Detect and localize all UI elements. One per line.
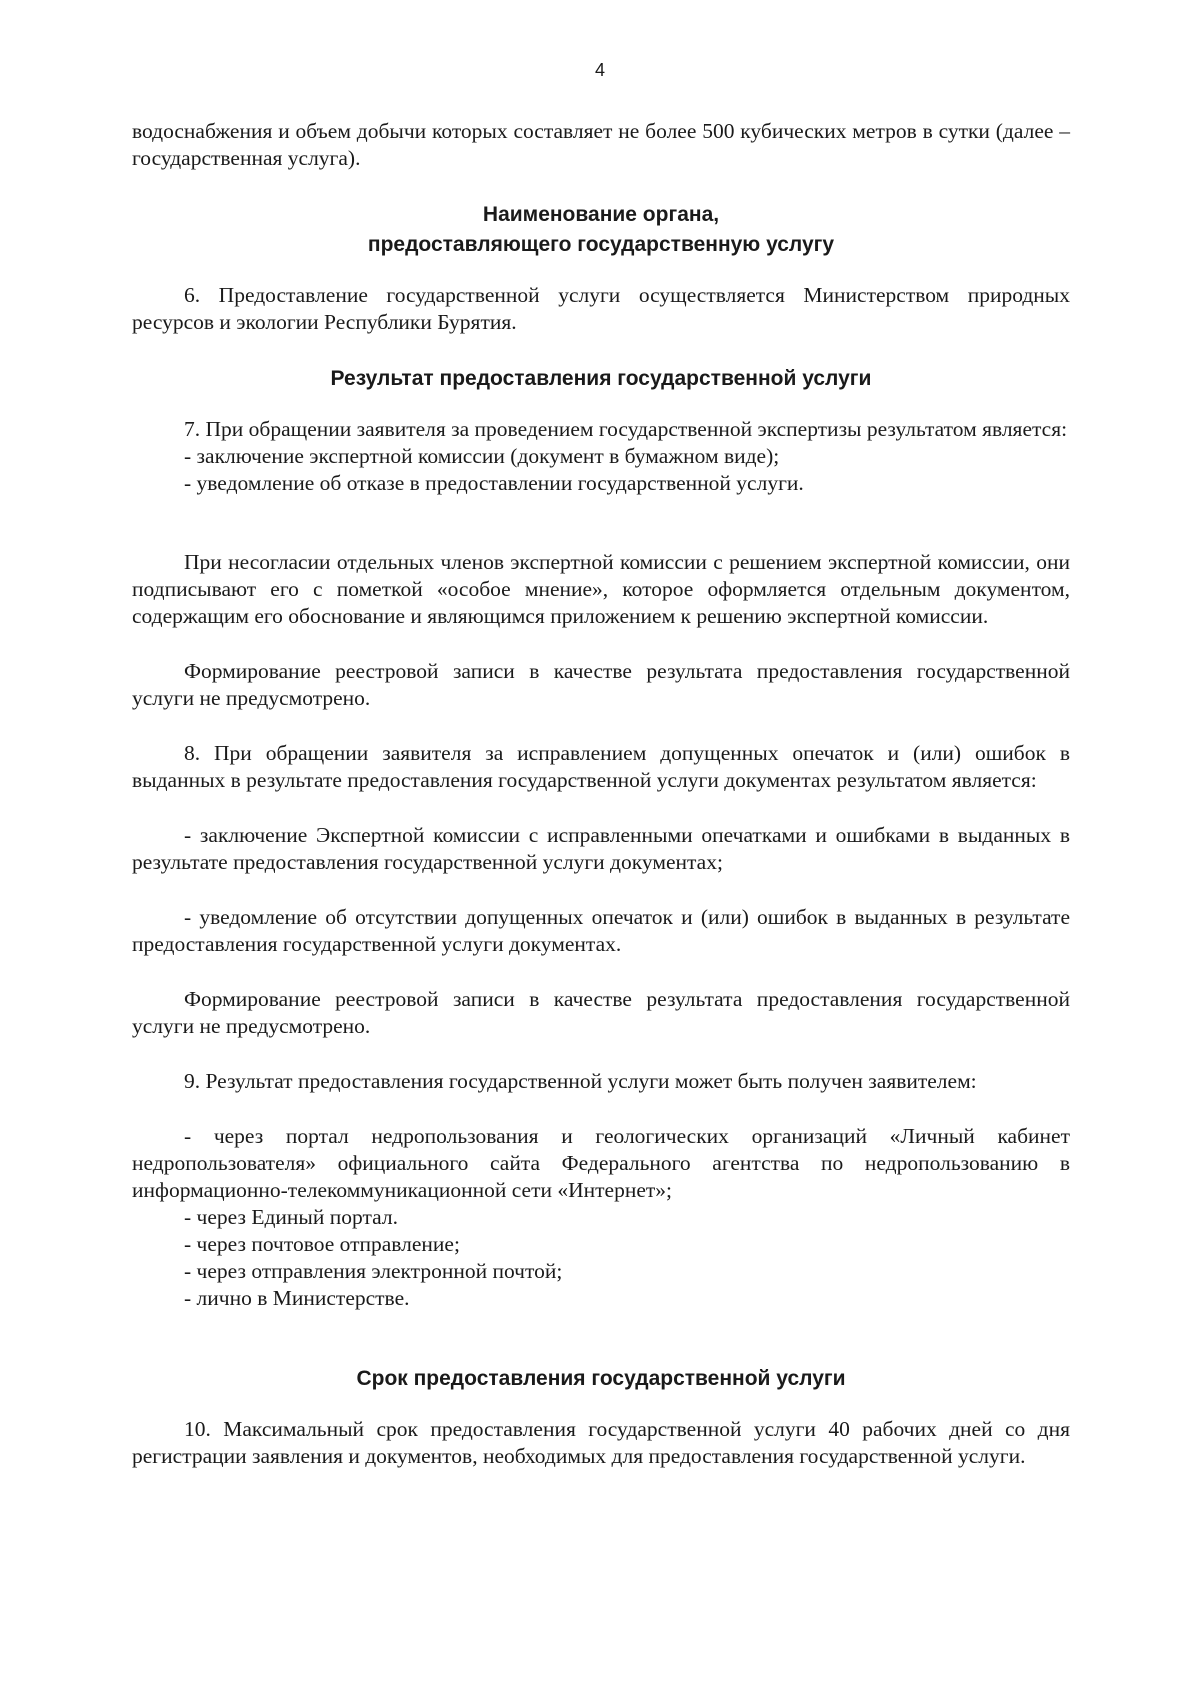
paragraph-7-item: - заключение экспертной комиссии (документ в бумажном виде); bbox=[184, 444, 780, 468]
page-content bbox=[132, 118, 1070, 1470]
paragraph-dissent: При несогласии отдельных членов экспертной комиссии с решением экспертной комиссии, они подписывают его с пометкой «особое мнение», которое оформляется отдельным документом, содержащим его обоснование и являющимся приложением к решению экспертной комиссии. bbox=[132, 550, 1070, 628]
paragraph-7-item: - уведомление об отказе в предоставлении государственной услуги. bbox=[184, 471, 804, 495]
paragraph-6: 6. Предоставление государственной услуги осуществляется Министерством природных ресурсов и экологии Республики Бурятия. bbox=[132, 283, 1070, 334]
heading-term: Срок предоставления государственной услуги bbox=[356, 1367, 846, 1390]
paragraph-registry-2: Формирование реестровой записи в качестве результата предоставления государственной услуги не предусмотрено. bbox=[132, 987, 1070, 1038]
heading-body-line1: Наименование органа, bbox=[482, 203, 720, 226]
paragraph-9-item: - через отправления электронной почтой; bbox=[184, 1259, 563, 1283]
paragraph-8-item-1: - заключение Экспертной комиссии с исправленными опечатками и ошибками в выданных в результате предоставления государственной услуги документах; bbox=[132, 823, 1070, 874]
paragraph-9-item: - через Единый портал. bbox=[184, 1205, 398, 1229]
heading-result: Результат предоставления государственной услуги bbox=[330, 367, 872, 390]
intro-paragraph: водоснабжения и объем добычи которых составляет не более 500 кубических метров в сутки (далее – государственная услуга). bbox=[132, 119, 1070, 170]
paragraph-10: 10. Максимальный срок предоставления государственной услуги 40 рабочих дней со дня регистрации заявления и документов, необходимых для предоставления государственной услуги. bbox=[132, 1417, 1070, 1468]
paragraph-registry-1: Формирование реестровой записи в качестве результата предоставления государственной услуги не предусмотрено. bbox=[132, 659, 1070, 710]
heading-body-line2: предоставляющего государственную услугу bbox=[367, 233, 835, 256]
paragraph-9-item: - через почтовое отправление; bbox=[184, 1232, 460, 1256]
paragraph-8: 8. При обращении заявителя за исправлением допущенных опечаток и (или) ошибок в выданных в результате предоставления государственной услуги документах результатом является: bbox=[132, 741, 1070, 792]
paragraph-8-item-2: - уведомление об отсутствии допущенных опечаток и (или) ошибок в выданных в результате предоставления государственной услуги документах. bbox=[132, 905, 1070, 956]
paragraph-9: 9. Результат предоставления государственной услуги может быть получен заявителем: bbox=[184, 1069, 977, 1093]
page-number: 4 bbox=[594, 60, 605, 80]
paragraph-7: 7. При обращении заявителя за проведением государственной экспертизы результатом является: bbox=[184, 417, 1068, 441]
paragraph-9-item: - лично в Министерстве. bbox=[184, 1286, 410, 1310]
paragraph-9-item-1: - через портал недропользования и геологических организаций «Личный кабинет недропользователя» официального сайта Федерального агентства по недропользованию в информационно-телекоммуникационной сети «Интернет»; bbox=[132, 1124, 1070, 1202]
